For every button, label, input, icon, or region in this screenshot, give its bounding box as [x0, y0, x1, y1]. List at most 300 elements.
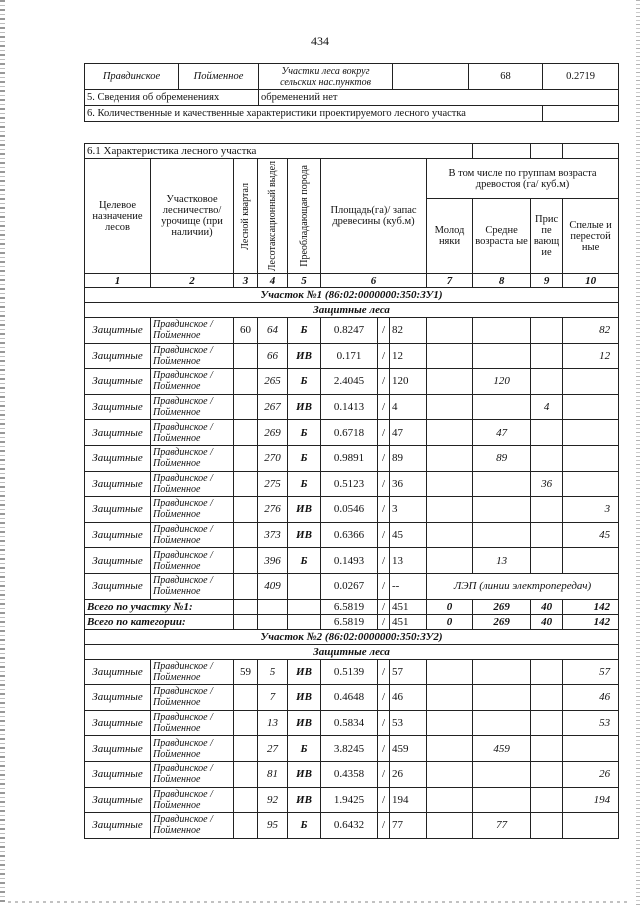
- middle-cell: 459: [473, 736, 531, 762]
- forestry-line2: Пойменное: [153, 586, 201, 598]
- forestry-line1: Правдинское /: [153, 396, 213, 408]
- total-mature: 142: [563, 614, 619, 629]
- species-cell: ИВ: [288, 497, 321, 523]
- area-cell: 0.9891: [321, 445, 378, 471]
- forestry-line2: Пойменное: [153, 723, 201, 735]
- forestry-cell: [151, 813, 234, 839]
- forestry-line1: Правдинское /: [153, 370, 213, 382]
- volume-cell: 120: [390, 369, 427, 395]
- slash-cell: /: [378, 614, 390, 629]
- quarter-cell: [234, 736, 258, 762]
- table-row: [85, 761, 619, 787]
- young-cell: [427, 394, 473, 420]
- purpose-cell: Защитные: [85, 471, 151, 497]
- species-cell: Б: [288, 813, 321, 839]
- purpose-cell: Защитные: [85, 659, 151, 685]
- slash-cell: /: [378, 318, 390, 344]
- col-number: 5: [288, 274, 321, 288]
- forestry-line1: Правдинское /: [153, 575, 213, 587]
- forestry-cell: [151, 471, 234, 497]
- mature-cell: 82: [563, 318, 619, 344]
- slash-cell: /: [378, 394, 390, 420]
- forestry-line2: Пойменное: [153, 483, 201, 495]
- forest-type-line2: сельских нас.пунктов: [280, 76, 371, 88]
- forestry-line1: Правдинское /: [153, 686, 213, 698]
- area-cell: 0.5123: [321, 471, 378, 497]
- forestry-cell: [151, 343, 234, 369]
- empty-cell: [234, 614, 258, 629]
- middle-cell: 120: [473, 369, 531, 395]
- empty-cell: [258, 599, 288, 614]
- col-number: 9: [531, 274, 563, 288]
- slash-cell: /: [378, 659, 390, 685]
- forestry-line1: Правдинское /: [153, 421, 213, 433]
- forestry-line2: Пойменное: [153, 355, 201, 367]
- forestry-cell: [151, 548, 234, 574]
- total-row: [85, 614, 619, 629]
- district-cell: Пойменное: [179, 64, 259, 90]
- forestry-line1: Правдинское /: [153, 737, 213, 749]
- young-cell: [427, 659, 473, 685]
- forestry-line2: Пойменное: [153, 697, 201, 709]
- total-row: [85, 599, 619, 614]
- forestry-line1: Правдинское /: [153, 447, 213, 459]
- forestry-line1: Правдинское /: [153, 763, 213, 775]
- species-cell: Б: [288, 736, 321, 762]
- empty-cell: [563, 144, 619, 159]
- section-title: Участок №1 (86:02:0000000:350:ЗУ1): [85, 288, 619, 303]
- volume-cell: --: [390, 573, 427, 599]
- purpose-cell: Защитные: [85, 710, 151, 736]
- forestry-line2: Пойменное: [153, 560, 201, 572]
- species-cell: Б: [288, 471, 321, 497]
- quarter-cell: [234, 343, 258, 369]
- table-row: [85, 343, 619, 369]
- slash-cell: /: [378, 787, 390, 813]
- middle-cell: 13: [473, 548, 531, 574]
- header-allotment: Лесотаксационный выдел: [267, 160, 278, 272]
- table-row: [85, 471, 619, 497]
- area-cell: 0.4358: [321, 761, 378, 787]
- young-cell: [427, 710, 473, 736]
- young-cell: [427, 497, 473, 523]
- forestry-line1: Правдинское /: [153, 712, 213, 724]
- forestry-line1: Правдинское /: [153, 319, 213, 331]
- category-row: [85, 644, 619, 659]
- forestry-line1: Правдинское /: [153, 498, 213, 510]
- forestry-line2: Пойменное: [153, 432, 201, 444]
- forestry-line2: Пойменное: [153, 330, 201, 342]
- species-cell: ИВ: [288, 710, 321, 736]
- table-row: [85, 787, 619, 813]
- allotment-cell: 270: [258, 445, 288, 471]
- table-row: [85, 548, 619, 574]
- note-cell: ЛЭП (линии электропередач): [427, 573, 619, 599]
- mature-cell: 12: [563, 343, 619, 369]
- forestry-cell: [151, 787, 234, 813]
- forest-type-line1: Участки леса вокруг: [281, 65, 370, 77]
- area-cell: 0.6718: [321, 420, 378, 446]
- slash-cell: /: [378, 599, 390, 614]
- table-row: [85, 736, 619, 762]
- young-cell: [427, 685, 473, 711]
- allotment-cell: 267: [258, 394, 288, 420]
- purpose-cell: Защитные: [85, 343, 151, 369]
- allotment-cell: 265: [258, 369, 288, 395]
- ripening-cell: [531, 420, 563, 446]
- area-cell: 0.171: [321, 343, 378, 369]
- middle-cell: [473, 471, 531, 497]
- forestry-cell: [151, 685, 234, 711]
- allotment-cell: 396: [258, 548, 288, 574]
- header-info-table: [84, 63, 619, 122]
- young-cell: [427, 445, 473, 471]
- purpose-cell: Защитные: [85, 761, 151, 787]
- mature-cell: 57: [563, 659, 619, 685]
- species-cell: Б: [288, 420, 321, 446]
- col-number: 6: [321, 274, 427, 288]
- purpose-cell: Защитные: [85, 394, 151, 420]
- header-quarter: Лесной квартал: [240, 182, 251, 250]
- section5-value: обременений нет: [259, 90, 619, 106]
- middle-cell: [473, 394, 531, 420]
- slash-cell: /: [378, 369, 390, 395]
- species-cell: ИВ: [288, 343, 321, 369]
- mature-cell: 45: [563, 522, 619, 548]
- ripening-cell: 36: [531, 471, 563, 497]
- slash-cell: /: [378, 685, 390, 711]
- volume-cell: 53: [390, 710, 427, 736]
- young-cell: [427, 548, 473, 574]
- header-ripening: Прис пе вающ ие: [531, 199, 563, 274]
- volume-cell: 459: [390, 736, 427, 762]
- col-number: 3: [234, 274, 258, 288]
- forestry-line2: Пойменное: [153, 458, 201, 470]
- empty-cell: [258, 614, 288, 629]
- slash-cell: /: [378, 813, 390, 839]
- forestry-line2: Пойменное: [153, 774, 201, 786]
- slash-cell: /: [378, 497, 390, 523]
- header-allotment-cell: [258, 159, 288, 274]
- area-cell: 3.8245: [321, 736, 378, 762]
- volume-cell: 13: [390, 548, 427, 574]
- middle-cell: [473, 659, 531, 685]
- forestry-cell: [151, 394, 234, 420]
- total-ripening: 40: [531, 599, 563, 614]
- table-row: [85, 369, 619, 395]
- quarter-cell: [234, 710, 258, 736]
- slash-cell: /: [378, 522, 390, 548]
- middle-cell: [473, 522, 531, 548]
- ripening-cell: [531, 318, 563, 344]
- species-cell: ИВ: [288, 761, 321, 787]
- forest-type-cell: [259, 64, 393, 90]
- ripening-cell: [531, 343, 563, 369]
- quarter-cell: [234, 548, 258, 574]
- ripening-cell: [531, 685, 563, 711]
- forestry-cell: [151, 497, 234, 523]
- header-area: Площадь(га)/ запас древесины (куб.м): [321, 159, 427, 274]
- value-a-cell: 68: [469, 64, 543, 90]
- empty-cell: [543, 106, 619, 122]
- middle-cell: [473, 343, 531, 369]
- table-row: [85, 685, 619, 711]
- mature-cell: [563, 471, 619, 497]
- young-cell: [427, 522, 473, 548]
- total-volume: 451: [390, 614, 427, 629]
- total-ripening: 40: [531, 614, 563, 629]
- forestry-line2: Пойменное: [153, 535, 201, 547]
- ripening-cell: [531, 761, 563, 787]
- purpose-cell: Защитные: [85, 318, 151, 344]
- header-forestry: Участковое лесничество/ урочище (при наличии): [151, 159, 234, 274]
- forestry-line1: Правдинское /: [153, 788, 213, 800]
- middle-cell: 47: [473, 420, 531, 446]
- purpose-cell: Защитные: [85, 685, 151, 711]
- allotment-cell: 373: [258, 522, 288, 548]
- forestry-line1: Правдинское /: [153, 814, 213, 826]
- young-cell: [427, 318, 473, 344]
- middle-cell: [473, 685, 531, 711]
- allotment-cell: 5: [258, 659, 288, 685]
- forestry-cell: [151, 522, 234, 548]
- empty-cell: [473, 144, 531, 159]
- middle-cell: [473, 497, 531, 523]
- mature-cell: [563, 394, 619, 420]
- category-row: [85, 303, 619, 318]
- table-row: [85, 318, 619, 344]
- species-cell: ИВ: [288, 787, 321, 813]
- purpose-cell: Защитные: [85, 369, 151, 395]
- allotment-cell: 81: [258, 761, 288, 787]
- section-title-row: [85, 629, 619, 644]
- forest-characteristics-table: [84, 143, 619, 839]
- area-cell: 2.4045: [321, 369, 378, 395]
- quarter-cell: [234, 573, 258, 599]
- allotment-cell: 66: [258, 343, 288, 369]
- area-cell: 0.1493: [321, 548, 378, 574]
- ripening-cell: [531, 445, 563, 471]
- purpose-cell: Защитные: [85, 497, 151, 523]
- slash-cell: /: [378, 736, 390, 762]
- scan-edge-left: [0, 0, 5, 905]
- species-cell: ИВ: [288, 394, 321, 420]
- purpose-cell: Защитные: [85, 573, 151, 599]
- scan-edge-bottom: [8, 901, 628, 903]
- forestry-line2: Пойменное: [153, 799, 201, 811]
- total-area: 6.5819: [321, 614, 378, 629]
- header-middle: Средне возраста ые: [473, 199, 531, 274]
- col-number: 10: [563, 274, 619, 288]
- species-cell: Б: [288, 369, 321, 395]
- middle-cell: [473, 710, 531, 736]
- volume-cell: 77: [390, 813, 427, 839]
- quarter-cell: [234, 369, 258, 395]
- species-cell: ИВ: [288, 659, 321, 685]
- table-row: [85, 813, 619, 839]
- middle-cell: [473, 318, 531, 344]
- slash-cell: /: [378, 343, 390, 369]
- header-species-cell: [288, 159, 321, 274]
- forestry-line2: Пойменное: [153, 381, 201, 393]
- young-cell: [427, 343, 473, 369]
- empty-cell: [234, 599, 258, 614]
- allotment-cell: 275: [258, 471, 288, 497]
- slash-cell: /: [378, 761, 390, 787]
- col-number: 8: [473, 274, 531, 288]
- allotment-cell: 276: [258, 497, 288, 523]
- forestry-line1: Правдинское /: [153, 344, 213, 356]
- ripening-cell: 4: [531, 394, 563, 420]
- forestry-cell: [151, 318, 234, 344]
- quarter-cell: [234, 471, 258, 497]
- empty-cell: [531, 144, 563, 159]
- forestry-line1: Правдинское /: [153, 549, 213, 561]
- total-middle: 269: [473, 599, 531, 614]
- forestry-line1: Правдинское /: [153, 524, 213, 536]
- area-cell: 0.4648: [321, 685, 378, 711]
- area-cell: 1.9425: [321, 787, 378, 813]
- allotment-cell: 7: [258, 685, 288, 711]
- table-row: [85, 445, 619, 471]
- volume-cell: 45: [390, 522, 427, 548]
- young-cell: [427, 736, 473, 762]
- total-young: 0: [427, 599, 473, 614]
- area-cell: 0.5834: [321, 710, 378, 736]
- total-label: Всего по участку №1:: [85, 599, 234, 614]
- table-row: [85, 394, 619, 420]
- mature-cell: [563, 736, 619, 762]
- page-number: 434: [311, 34, 329, 48]
- col-number: 7: [427, 274, 473, 288]
- volume-cell: 3: [390, 497, 427, 523]
- forestry-line2: Пойменное: [153, 407, 201, 419]
- volume-cell: 194: [390, 787, 427, 813]
- forestry-cell: [151, 736, 234, 762]
- area-cell: 0.6432: [321, 813, 378, 839]
- ripening-cell: [531, 787, 563, 813]
- header-quarter-cell: [234, 159, 258, 274]
- header-young: Молод няки: [427, 199, 473, 274]
- forestry-line2: Пойменное: [153, 671, 201, 683]
- section6-title: 6. Количественные и качественные характеристики проектируемого лесного участка: [85, 106, 543, 122]
- area-cell: 0.1413: [321, 394, 378, 420]
- quarter-cell: [234, 813, 258, 839]
- header-age-groups: В том числе по группам возраста древостоя (га/ куб.м): [427, 159, 619, 199]
- category-title: Защитные леса: [85, 303, 619, 318]
- ripening-cell: [531, 497, 563, 523]
- volume-cell: 89: [390, 445, 427, 471]
- allotment-cell: 92: [258, 787, 288, 813]
- volume-cell: 47: [390, 420, 427, 446]
- header-mature: Спелые и перестой ные: [563, 199, 619, 274]
- area-cell: 0.5139: [321, 659, 378, 685]
- table-row: [85, 710, 619, 736]
- volume-cell: 26: [390, 761, 427, 787]
- area-cell: 0.0546: [321, 497, 378, 523]
- forestry-cell: [151, 573, 234, 599]
- total-mature: 142: [563, 599, 619, 614]
- quarter-cell: 59: [234, 659, 258, 685]
- empty-cell: [393, 64, 469, 90]
- young-cell: [427, 471, 473, 497]
- area-cell: 0.6366: [321, 522, 378, 548]
- mature-cell: [563, 420, 619, 446]
- young-cell: [427, 787, 473, 813]
- forestry-line2: Пойменное: [153, 825, 201, 837]
- quarter-cell: [234, 445, 258, 471]
- mature-cell: [563, 813, 619, 839]
- mature-cell: 3: [563, 497, 619, 523]
- empty-cell: [288, 614, 321, 629]
- quarter-cell: [234, 497, 258, 523]
- settlement-cell: Правдинское: [85, 64, 179, 90]
- quarter-cell: [234, 394, 258, 420]
- forestry-line1: Правдинское /: [153, 472, 213, 484]
- forestry-line2: Пойменное: [153, 748, 201, 760]
- quarter-cell: [234, 685, 258, 711]
- middle-cell: [473, 787, 531, 813]
- purpose-cell: Защитные: [85, 813, 151, 839]
- table-row: [85, 420, 619, 446]
- area-cell: 0.8247: [321, 318, 378, 344]
- slash-cell: /: [378, 445, 390, 471]
- quarter-cell: [234, 787, 258, 813]
- volume-cell: 82: [390, 318, 427, 344]
- young-cell: [427, 813, 473, 839]
- header-species: Преобладающая порода: [298, 165, 310, 267]
- slash-cell: /: [378, 420, 390, 446]
- species-cell: Б: [288, 445, 321, 471]
- mature-cell: 26: [563, 761, 619, 787]
- ripening-cell: [531, 522, 563, 548]
- section61-title: 6.1 Характеристика лесного участка: [85, 144, 473, 159]
- species-cell: [288, 573, 321, 599]
- purpose-cell: Защитные: [85, 445, 151, 471]
- allotment-cell: 64: [258, 318, 288, 344]
- slash-cell: /: [378, 471, 390, 497]
- mature-cell: 46: [563, 685, 619, 711]
- total-young: 0: [427, 614, 473, 629]
- total-area: 6.5819: [321, 599, 378, 614]
- forestry-cell: [151, 445, 234, 471]
- section-title: Участок №2 (86:02:0000000:350:ЗУ2): [85, 629, 619, 644]
- ripening-cell: [531, 813, 563, 839]
- ripening-cell: [531, 736, 563, 762]
- forestry-cell: [151, 761, 234, 787]
- young-cell: [427, 420, 473, 446]
- allotment-cell: 269: [258, 420, 288, 446]
- table-row: [85, 522, 619, 548]
- forestry-cell: [151, 369, 234, 395]
- slash-cell: /: [378, 573, 390, 599]
- section5-title: 5. Сведения об обременениях: [85, 90, 259, 106]
- value-b-cell: 0.2719: [543, 64, 619, 90]
- table-row: [85, 497, 619, 523]
- col-number: 1: [85, 274, 151, 288]
- mature-cell: 53: [563, 710, 619, 736]
- young-cell: [427, 369, 473, 395]
- allotment-cell: 13: [258, 710, 288, 736]
- volume-cell: 36: [390, 471, 427, 497]
- forestry-line1: Правдинское /: [153, 660, 213, 672]
- scan-edge-right: [636, 0, 640, 905]
- col-number: 2: [151, 274, 234, 288]
- forestry-line2: Пойменное: [153, 509, 201, 521]
- empty-cell: [288, 599, 321, 614]
- ripening-cell: [531, 548, 563, 574]
- volume-cell: 46: [390, 685, 427, 711]
